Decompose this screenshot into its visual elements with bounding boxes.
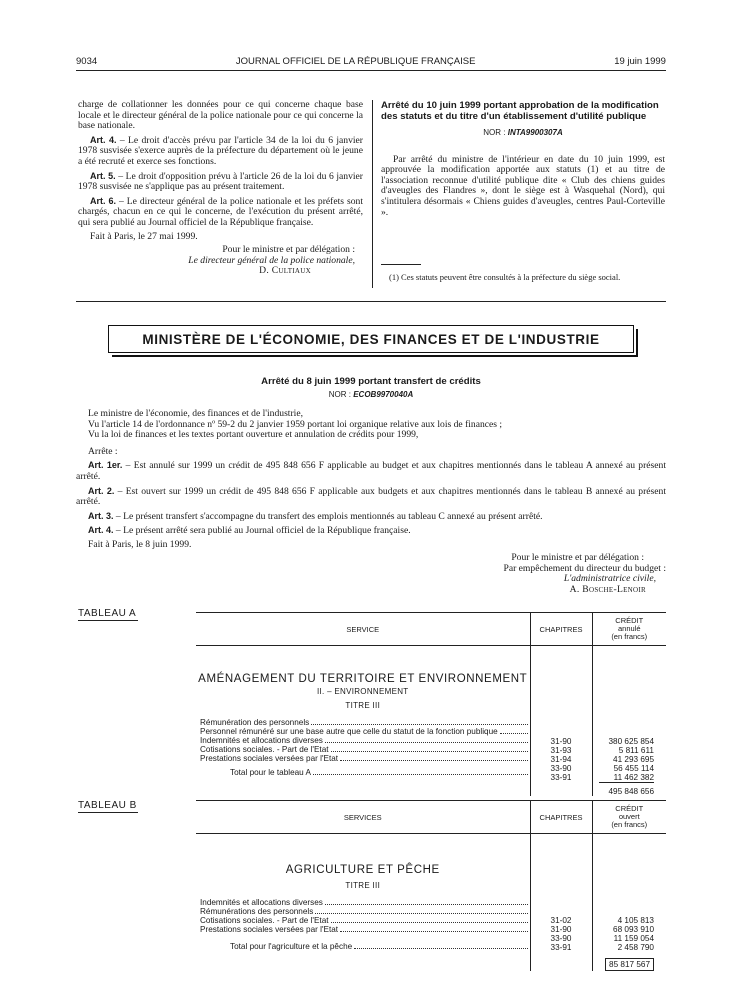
row-amount: 11 462 382	[599, 773, 655, 783]
transfer-article-3	[76, 511, 666, 523]
total-amount: 85 817 567	[605, 958, 654, 971]
row-label: Personnel rémunéré sur une base autre que celle du statut de la fonction publique	[200, 727, 498, 736]
table-row	[196, 745, 530, 754]
signature-name: D. Cultiaux	[259, 265, 311, 277]
section-rule	[76, 301, 666, 302]
signature-block	[78, 245, 363, 277]
article-label: Art. 1er.	[88, 460, 123, 471]
table-header-row	[196, 801, 666, 834]
article-text: – Le présent transfert s'accompagne du transfert des emplois mentionnés au tableau C annexé au présent arrêté.	[113, 510, 543, 522]
right-column	[381, 100, 665, 221]
col-header-credit	[592, 613, 666, 646]
total-amount-wrap	[593, 958, 655, 971]
article-text: – Est ouvert sur 1999 un crédit de 495 848 656 F applicable aux budgets et aux chapitres mentionnés dans le tableau B annexé au présent arrêté.	[76, 485, 666, 508]
table-row	[196, 907, 530, 916]
row-amount: 68 093 910	[613, 925, 654, 934]
table-a	[196, 612, 666, 796]
nor-label: NOR :	[483, 128, 506, 137]
table-b-label: TABLEAU B	[78, 800, 137, 811]
table-header-row	[196, 613, 666, 646]
article-label: Art. 3.	[88, 510, 114, 521]
col-header-chapitres: CHAPITRES	[530, 613, 592, 646]
row-label: Prestations sociales versées par l'Etat	[200, 925, 339, 934]
row-amount: 4 105 813	[617, 916, 654, 925]
chapitres-cell	[530, 646, 592, 797]
row-amount: 5 811 611	[618, 746, 654, 755]
section-title: AMÉNAGEMENT DU TERRITOIRE ET ENVIRONNEMENT	[198, 673, 528, 685]
leader-dots	[331, 921, 528, 923]
amount-cell	[592, 834, 666, 972]
table-a-label: TABLEAU A	[78, 608, 137, 619]
transfer-nor	[76, 390, 666, 399]
row-chapitre: 33-91	[550, 773, 572, 782]
transfer-body	[76, 409, 666, 551]
leader-dots	[331, 750, 528, 752]
table-row	[196, 727, 530, 736]
total-row	[196, 942, 530, 951]
preamble-line: Vu l'article 14 de l'ordonnance nº 59-2 du 2 janvier 1959 portant loi organique relative aux lois de finances ;	[88, 418, 503, 430]
row-amount: 2 458 790	[617, 943, 654, 952]
row-chapitre: 31-02	[550, 916, 572, 925]
article-text: – Le directeur général de la police nationale et les préfets sont chargés, chacun en ce qui le concerne, de l'exécution du présent arrêté, qui sera publié au Journal officiel de la République française.	[78, 195, 363, 228]
leader-dots	[325, 903, 528, 905]
article-text: – Le droit d'accès prévu par l'article 34 de la loi du 6 janvier 1978 susvisée s'exerce auprès de la préfecture du département où le jeune a été recruté et exerce ses fonctions.	[78, 134, 363, 167]
footnote: (1) Ces statuts peuvent être consultés à la préfecture du siège social.	[389, 272, 621, 282]
decree-title: Arrêté du 10 juin 1999 portant approbation de la modification des statuts et du titre d'un établissement d'utilité publique	[381, 100, 659, 122]
row-label: Prestations sociales versées par l'Etat	[200, 754, 339, 763]
header-rule	[76, 70, 666, 71]
done-at: Fait à Paris, le 27 mai 1999.	[90, 230, 198, 242]
page-number: 9034	[76, 55, 98, 67]
table-row	[196, 718, 530, 727]
issue-date: 19 juin 1999	[614, 55, 666, 67]
article-text: – Le droit d'opposition prévu à l'article 26 de la loi du 6 janvier 1978 susvisée ne s'applique pas au présent traitement.	[78, 170, 363, 193]
titre-label: TITRE III	[345, 701, 381, 710]
leader-dots	[354, 948, 527, 949]
row-chapitre: 31-94	[550, 755, 572, 764]
transfer-article-4	[76, 525, 666, 537]
arrete-line: Arrête :	[88, 445, 118, 457]
subsection-title: II. – ENVIRONNEMENT	[317, 687, 409, 696]
chapitres-cell	[530, 834, 592, 972]
ministry-heading: MINISTÈRE DE L'ÉCONOMIE, DES FINANCES ET DE L'INDUSTRIE	[108, 325, 634, 353]
credit-header: CRÉDIT	[615, 804, 644, 813]
signature-intro: Pour le ministre et par délégation :	[222, 244, 355, 256]
amount-cell	[592, 646, 666, 797]
row-label: Indemnités et allocations diverses	[200, 736, 323, 745]
col-header-service: SERVICES	[196, 801, 530, 834]
row-label: Rémunération des personnels	[200, 718, 310, 727]
leader-dots	[340, 759, 527, 761]
credit-unit: (en francs)	[611, 820, 648, 829]
article-5	[78, 171, 363, 193]
leader-dots	[315, 912, 527, 914]
article-label: Art. 4.	[88, 525, 114, 536]
table-row	[196, 925, 530, 934]
leader-dots	[325, 741, 528, 743]
nor-code: ECOB9970040A	[353, 390, 414, 399]
row-amount: 56 455 114	[613, 764, 654, 773]
section-title: AGRICULTURE ET PÊCHE	[285, 864, 440, 876]
nor-reference	[381, 128, 665, 139]
row-chapitre: 31-90	[550, 925, 572, 934]
nor-code: INTA9900307A	[507, 128, 563, 137]
article-label: Art. 2.	[88, 485, 115, 496]
total-label: Total pour le tableau A	[230, 768, 312, 777]
credit-sub: annulé	[617, 624, 641, 633]
leader-dots	[313, 774, 527, 775]
page-header	[76, 54, 666, 68]
service-cell	[196, 834, 530, 972]
article-text: – Le présent arrêté sera publié au Journal officiel de la République française.	[113, 525, 411, 537]
total-label: Total pour l'agriculture et la pêche	[230, 942, 353, 951]
signature-line: Pour le ministre et par délégation :	[511, 552, 644, 563]
transfer-article-2	[76, 486, 666, 508]
row-label: Indemnités et allocations diverses	[200, 898, 323, 907]
signature-title: L'administratrice civile,	[563, 573, 656, 585]
credit-sub: ouvert	[618, 812, 640, 821]
row-amount: 41 293 695	[613, 755, 654, 764]
leader-dots	[340, 930, 527, 932]
signature-title: Le directeur général de la police nationale,	[188, 254, 355, 266]
signature-line: Par empêchement du directeur du budget :	[503, 562, 666, 574]
article-label: Art. 4.	[90, 134, 117, 145]
table-body-row	[196, 834, 666, 972]
table-row	[196, 898, 530, 907]
table-row	[196, 754, 530, 763]
row-chapitre: 33-91	[550, 943, 572, 952]
total-amount: 495 848 656	[608, 787, 654, 796]
row-amount: 380 625 854	[608, 737, 654, 746]
table-body-row	[196, 646, 666, 797]
total-row	[196, 768, 530, 777]
preamble-line: Vu la loi de finances et les textes portant ouverture et annulation de crédits pour 1999,	[88, 429, 419, 441]
table-row	[196, 736, 530, 745]
row-label: Cotisations sociales. - Part de l'Etat	[200, 916, 329, 925]
left-column	[78, 100, 363, 277]
credit-header: CRÉDIT	[615, 616, 644, 625]
col-header-credit	[592, 801, 666, 834]
col-header-chapitres: CHAPITRES	[530, 801, 592, 834]
article-4	[78, 135, 363, 168]
transfer-decree	[76, 376, 666, 595]
row-chapitre: 33-90	[550, 934, 572, 943]
table-row	[196, 916, 530, 925]
transfer-article-1	[76, 460, 666, 482]
row-label: Rémunérations des personnels	[200, 907, 314, 916]
service-cell	[196, 646, 530, 797]
article-label: Art. 6.	[90, 195, 117, 206]
column-separator	[372, 100, 373, 288]
article-label: Art. 5.	[90, 170, 116, 181]
titre-label: TITRE III	[345, 881, 381, 890]
transfer-title: Arrêté du 8 juin 1999 portant transfert de crédits	[261, 376, 481, 387]
signature-name: A. Bosche-Lenoir	[569, 583, 646, 595]
row-label: Cotisations sociales. - Part de l'Etat	[200, 745, 329, 754]
row-chapitre: 33-90	[550, 764, 572, 773]
left-intro: charge de collationner les données pour ce qui concerne chaque base locale et le directeur général de la police nationale pour ce qui concerne la base nationale.	[78, 99, 363, 132]
col-header-service: SERVICE	[196, 613, 530, 646]
row-chapitre: 31-90	[550, 737, 572, 746]
credit-unit: (en francs)	[611, 632, 648, 641]
article-text: – Est annulé sur 1999 un crédit de 495 848 656 F applicable au budget et aux chapitres mentionnés dans le tableau A annexé au présent arrêté.	[76, 460, 666, 482]
leader-dots	[500, 732, 528, 734]
nor-label: NOR :	[328, 390, 351, 399]
row-chapitre: 31-93	[550, 746, 572, 755]
table-b	[196, 800, 666, 971]
transfer-signature	[456, 553, 666, 595]
transfer-done-at: Fait à Paris, le 8 juin 1999.	[88, 538, 192, 550]
leader-dots	[311, 723, 527, 725]
decree-body: Par arrêté du ministre de l'intérieur en date du 10 juin 1999, est approuvée la modification apportée aux statuts (1) et au titre de l'association reconnue d'utilité publique dite « Club des chiens guides d'aveugles des Flandres », dont le siège est à Wasquehal (Nord), qui s'intitulera désormais « Chiens guides d'aveugles, centres Paul-Corteville ».	[381, 153, 665, 218]
footnote-rule	[381, 264, 421, 265]
journal-title: JOURNAL OFFICIEL DE LA RÉPUBLIQUE FRANÇAISE	[235, 55, 476, 67]
row-amount: 11 159 054	[613, 934, 654, 943]
article-6	[78, 196, 363, 229]
preamble-line: Le ministre de l'économie, des finances et de l'industrie,	[88, 408, 303, 419]
